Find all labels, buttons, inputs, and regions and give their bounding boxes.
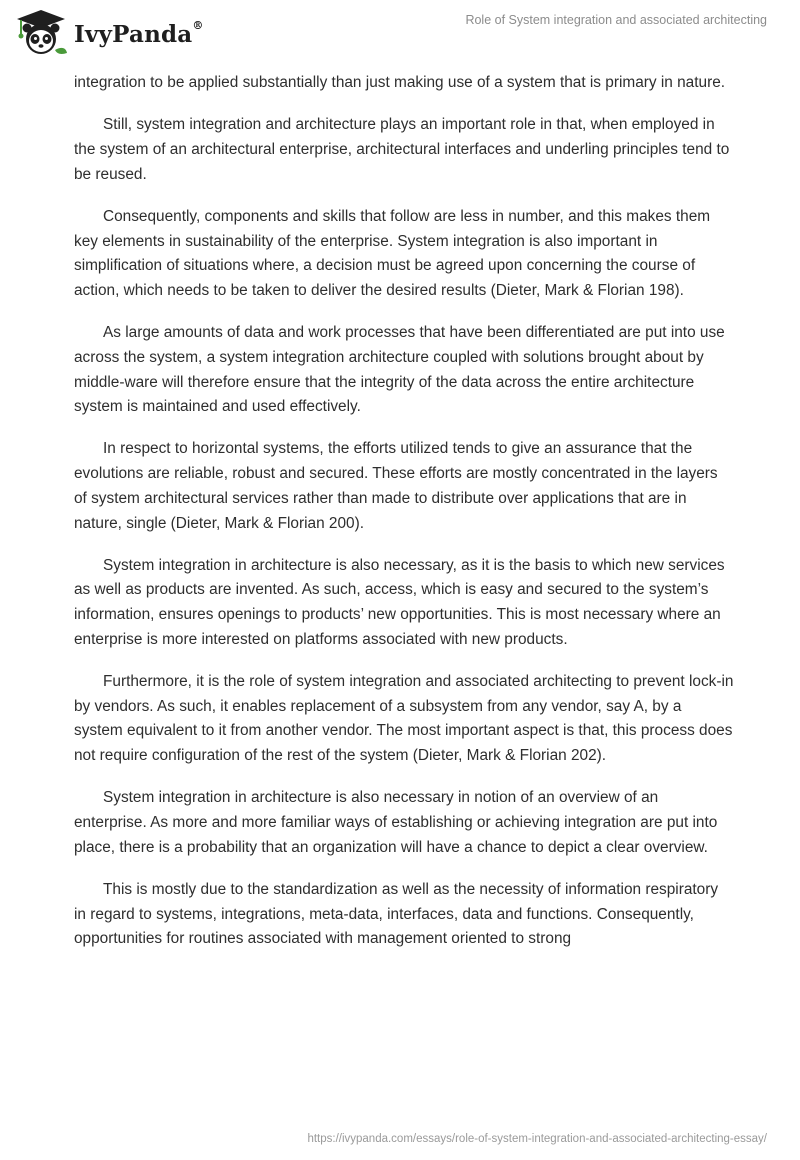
paragraph-1: integration to be applied substantially than just making use of a system that is primary in nature. — [74, 74, 726, 91]
source-url[interactable]: https://ivypanda.com/essays/role-of-system-integration-and-associated-architecting-essay/ — [307, 1133, 767, 1145]
paragraph-2: Still, system integration and architecture plays an important role in that, when employed in the system of an architectural enterprise, architectural interfaces and underling principles tend to be reused. — [74, 116, 730, 183]
page-header — [0, 0, 800, 64]
essay-body — [74, 71, 734, 970]
paragraph-5: In respect to horizontal systems, the efforts utilized tends to give an assurance that the evolutions are reliable, robust and secured. These efforts are mostly concentrated in the layers of system architectural services rather than made to distribute over applications that are in nature, single (Dieter, Mark & Florian 200). — [74, 440, 718, 532]
panda-graduate-icon — [12, 8, 70, 58]
document-title: Role of System integration and associated architecting — [465, 13, 767, 27]
paragraph-6: System integration in architecture is also necessary, as it is the basis to which new services as well as products are invented. As such, access, which is easy and secured to the system’s information, ensures openings to products’ new opportunities. This is most necessary where an enterprise is more interested on platforms associated with new products. — [74, 556, 725, 648]
paragraph-3: Consequently, components and skills that follow are less in number, and this makes them key elements in sustainability of the enterprise. System integration is also important in simplification of situations where, a decision must be agreed upon concerning the course of action, which needs to be taken to deliver the desired results (Dieter, Mark & Florian 198). — [74, 207, 711, 299]
ivypanda-logo[interactable] — [12, 8, 204, 58]
paragraph-9: This is mostly due to the standardization as well as the necessity of information respiratory in regard to systems, integrations, meta-data, interfaces, data and functions. Consequently, opportunities for routines associated with management oriented to strong — [74, 880, 719, 948]
brand-name: IvyPanda® — [74, 18, 204, 48]
paragraph-4: As large amounts of data and work processes that have been differentiated are put into use across the system, a system integration architecture coupled with solutions brought about by middle-ware will therefore ensure that the integrity of the data across the entire architecture system is maintained and used effectively. — [74, 324, 725, 416]
paragraph-7: Furthermore, it is the role of system integration and associated architecting to prevent lock-in by vendors. As such, it enables replacement of a subsystem from any vendor, say A, by a system equivalent to it from another vendor. The most important aspect is that, this process does not require configuration of the rest of the system (Dieter, Mark & Florian 202). — [74, 673, 734, 765]
paragraph-8: System integration in architecture is also necessary in notion of an overview of an enterprise. As more and more familiar ways of establishing or achieving integration are put into place, there is a probability that an organization will have a chance to depict a clear overview. — [74, 789, 718, 856]
